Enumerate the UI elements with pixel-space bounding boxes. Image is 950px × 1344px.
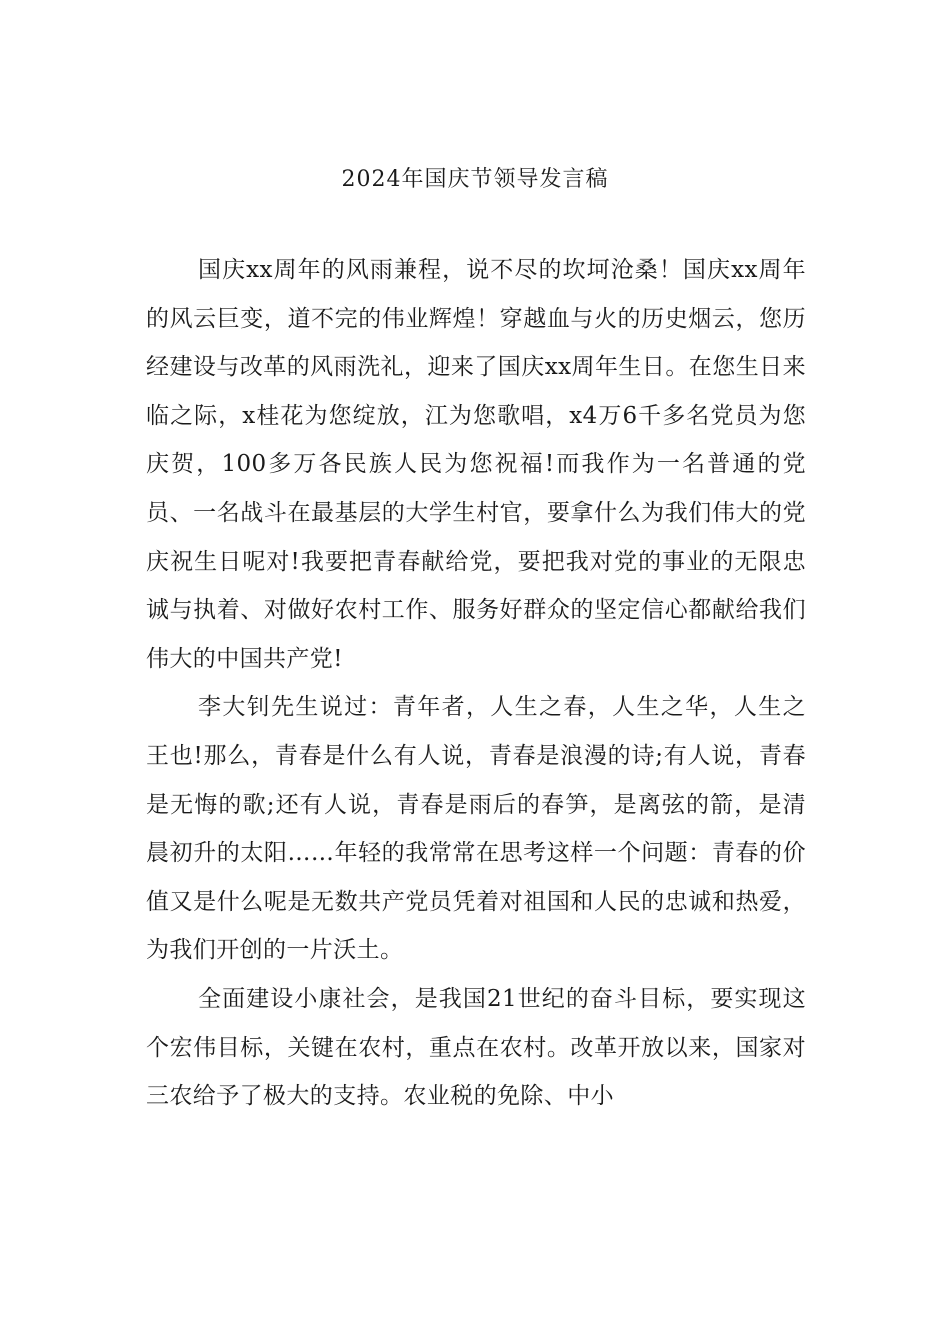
paragraph-2: 李大钊先生说过：青年者，人生之春，人生之华，人生之王也!那么，青春是什么有人说，青春是浪漫的诗;有人说，青春是无悔的歌;还有人说，青春是雨后的春笋，是离弦的箭，是清晨初升的太阳……年轻的我常常在思考这样一个问题：青春的价值又是什么呢是无数共产党员凭着对祖国和人民的忠诚和热爱，为我们开创的一片沃土。 (146, 694, 806, 964)
paragraph-1: 国庆xx周年的风雨兼程，说不尽的坎坷沧桑！国庆xx周年的风云巨变，道不完的伟业辉煌！穿越血与火的历史烟云，您历经建设与改革的风雨洗礼，迎来了国庆xx周年生日。在您生日来临之际，x桂花为您绽放，江为您歌唱，x4万6千多名党员为您庆贺，100多万各民族人民为您祝福!而我作为一名普通的党员、一名战斗在最基层的大学生村官，要拿什么为我们伟大的党庆祝生日呢对!我要把青春献给党，要把我对党的事业的无限忠诚与执着、对做好农村工作、服务好群众的坚定信心都献给我们伟大的中国共产党! (146, 257, 806, 672)
document-title: 2024年国庆节领导发言稿 (341, 167, 609, 192)
document-body (146, 246, 806, 1121)
paragraph-3: 全面建设小康社会，是我国21世纪的奋斗目标，要实现这个宏伟目标，关键在农村，重点在农村。改革开放以来，国家对三农给予了极大的支持。农业税的免除、中小 (146, 985, 806, 1110)
